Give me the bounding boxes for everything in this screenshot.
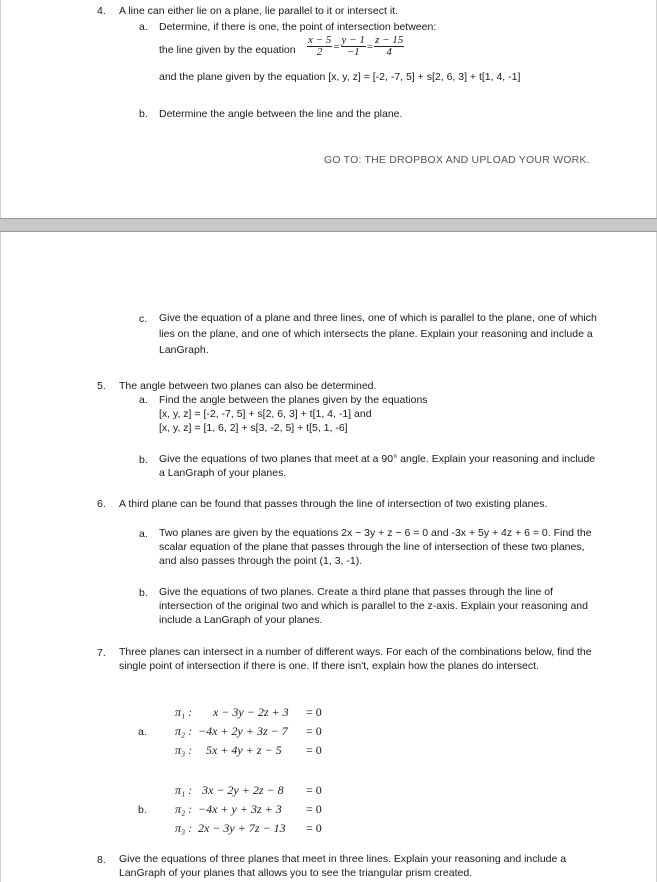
q4a-line-intro: the line given by the equation: [159, 44, 296, 56]
q7b-pi3: π₃ :: [175, 821, 193, 835]
q4-number: 4.: [97, 5, 106, 17]
q7b-rhs2: = 0: [306, 802, 322, 816]
q4-text: A line can either lie on a plane, lie parallel to it or intersect it.: [119, 5, 398, 17]
q7-text: Three planes can intersect in a number of different ways. For each of the combinations below, find the single point of intersection if there is one. If there isn't, explain how the planes do intersect.: [119, 646, 592, 672]
fraction-y: $\frac{y - 1}{-1}$: [341, 34, 365, 58]
q7b-label: b.: [138, 804, 147, 816]
q7a-eq3: 5x + 4y + z − 5: [206, 743, 282, 757]
q4a-plane-equation: and the plane given by the equation [x, y, z] = [-2, -7, 5] + s[2, 6, 3] + t[1, 4, -1]: [159, 71, 521, 83]
line-symmetric-equation: $\frac{x - 5}{2}$ = $\frac{y - 1}{-1}$ = $\frac{z - 15}{4}$: [308, 34, 404, 58]
q4b-label: b.: [139, 108, 148, 120]
q4a-label: a.: [139, 21, 148, 33]
q7b-rhs1: = 0: [306, 783, 322, 797]
q7b-eq2: −4x + y + 3z + 3: [198, 802, 282, 816]
document-page-1: [0, 0, 657, 218]
q6b-text: Give the equations of two planes. Create a third plane that passes through the line of intersection of the original two and which is parallel to the z-axis. Explain your reasoning and include a LanGraph of your planes.: [159, 586, 588, 626]
q7a-eq1: x − 3y − 2z + 3: [213, 705, 289, 719]
q4c-text: Give the equation of a plane and three lines, one of which is parallel to the plane, one of which lies on the plane, and one of which intersects the plane. Explain your reasoning and include a LanGraph.: [159, 312, 597, 356]
q5a-label: a.: [139, 394, 148, 406]
q6b-label: b.: [139, 587, 148, 599]
q7a-rhs1: = 0: [306, 705, 322, 719]
page-break: [0, 218, 657, 232]
q5a-plane-1: [x, y, z] = [-2, -7, 5] + s[2, 6, 3] + t[1, 4, -1] and: [159, 408, 372, 420]
q7b-pi1: π₁ :: [175, 783, 193, 797]
q6-number: 6.: [97, 498, 106, 510]
q6a-label: a.: [139, 528, 148, 540]
q4b-text: Determine the angle between the line and the plane.: [159, 108, 403, 120]
q7a-pi3: π₃ :: [175, 743, 193, 757]
q8-number: 8.: [97, 854, 106, 866]
q7a-label: a.: [138, 726, 147, 738]
q6-text: A third plane can be found that passes through the line of intersection of two existing planes.: [119, 498, 548, 510]
q5-text: The angle between two planes can also be determined.: [119, 380, 377, 392]
q5b-text: Give the equations of two planes that meet at a 90° angle. Explain your reasoning and include a LanGraph of your planes.: [159, 453, 596, 479]
q7a-rhs2: = 0: [306, 724, 322, 738]
q5b-label: b.: [139, 454, 148, 466]
q7b-pi2: π₂ :: [175, 802, 193, 816]
q7b-eq3: 2x − 3y + 7z − 13: [198, 821, 286, 835]
q7a-rhs3: = 0: [306, 743, 322, 757]
q5a-text: Find the angle between the planes given by the equations: [159, 394, 428, 406]
q5-number: 5.: [97, 380, 106, 392]
q7a-pi1: π₁ :: [175, 705, 193, 719]
document-page-2: [0, 232, 657, 882]
q6a-text: Two planes are given by the equations 2x − 3y + z − 6 = 0 and -3x + 5y + 4z + 6 = 0. Find the scalar equation of the plane that passes through the line of intersection of these two planes, and also passes through the point (1, 3, -1).: [159, 527, 592, 567]
q7b-rhs3: = 0: [306, 821, 322, 835]
q7a-pi2: π₂ :: [175, 724, 193, 738]
q8-text: Give the equations of three planes that meet in three lines. Explain your reasoning and include a LanGraph of your planes that allows you to see the triangular prism created.: [119, 853, 567, 879]
fraction-x: $\frac{x - 5}{2}$: [308, 34, 332, 58]
fraction-z: $\frac{z - 15}{4}$: [375, 34, 404, 58]
q7a-eq2: −4x + 2y + 3z − 7: [198, 724, 288, 738]
q5a-plane-2: [x, y, z] = [1, 6, 2] + s[3, -2, 5] + t[5, 1, -6]: [159, 422, 348, 434]
q7b-eq1: 3x − 2y + 2z − 8: [202, 783, 284, 797]
dropbox-instruction: GO TO: THE DROPBOX AND UPLOAD YOUR WORK.: [324, 154, 590, 166]
q7-number: 7.: [97, 647, 106, 659]
q4a-text: Determine, if there is one, the point of intersection between:: [159, 21, 437, 33]
q4c-label: c.: [139, 313, 148, 325]
